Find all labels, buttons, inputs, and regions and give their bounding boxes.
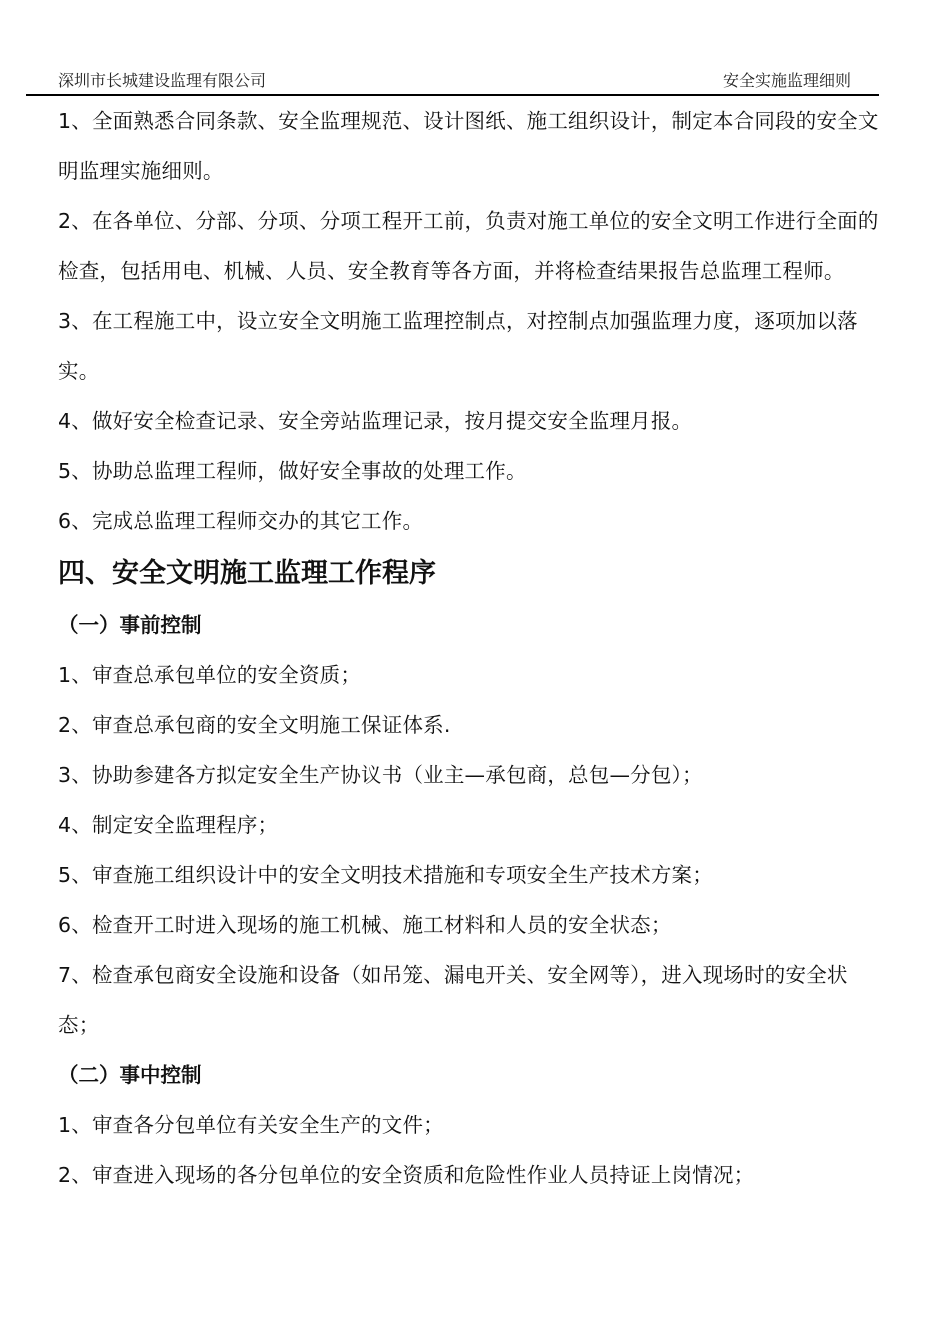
duty-item: 4、做好安全检查记录、安全旁站监理记录，按月提交安全监理月报。	[58, 409, 693, 433]
subsection-heading-in-control: （二）事中控制	[58, 1063, 202, 1087]
pre-control-item: 3、协助参建各方拟定安全生产协议书（业主—承包商，总包—分包）；	[58, 763, 703, 787]
header-document-title: 安全实施监理细则	[722, 71, 851, 90]
page-header	[26, 66, 879, 96]
pre-control-item: 2、审查总承包商的安全文明施工保证体系.	[58, 713, 451, 737]
pre-control-item: 5、审查施工组织设计中的安全文明技术措施和专项安全生产技术方案；	[58, 863, 713, 887]
in-control-item: 2、审查进入现场的各分包单位的安全资质和危险性作业人员持证上岗情况；	[58, 1163, 755, 1187]
in-control-item: 1、审查各分包单位有关安全生产的文件；	[58, 1113, 444, 1137]
pre-control-item: 7、检查承包商安全设施和设备（如吊笼、漏电开关、安全网等），进入现场时的安全状态；	[58, 963, 848, 1037]
duty-item: 6、完成总监理工程师交办的其它工作。	[58, 509, 424, 533]
pre-control-item: 6、检查开工时进入现场的施工机械、施工材料和人员的安全状态；	[58, 913, 672, 937]
header-company-name: 深圳市长城建设监理有限公司	[58, 71, 267, 90]
pre-control-item: 4、制定安全监理程序；	[58, 813, 279, 837]
duty-item: 3、在工程施工中，设立安全文明施工监理控制点，对控制点加强监理力度，逐项加以落实。	[58, 309, 858, 383]
duty-item: 2、在各单位、分部、分项、分项工程开工前，负责对施工单位的安全文明工作进行全面的检查，包括用电、机械、人员、安全教育等各方面，并将检查结果报告总监理工程师。	[58, 209, 879, 283]
section-heading: 四、安全文明施工监理工作程序	[58, 558, 436, 589]
subsection-heading-pre-control: （一）事前控制	[58, 613, 202, 637]
duty-item: 1、全面熟悉合同条款、安全监理规范、设计图纸、施工组织设计，制定本合同段的安全文明监理实施细则。	[58, 109, 879, 183]
document-body	[58, 96, 882, 1200]
pre-control-item: 1、审查总承包单位的安全资质；	[58, 663, 362, 687]
duty-item: 5、协助总监理工程师，做好安全事故的处理工作。	[58, 459, 527, 483]
